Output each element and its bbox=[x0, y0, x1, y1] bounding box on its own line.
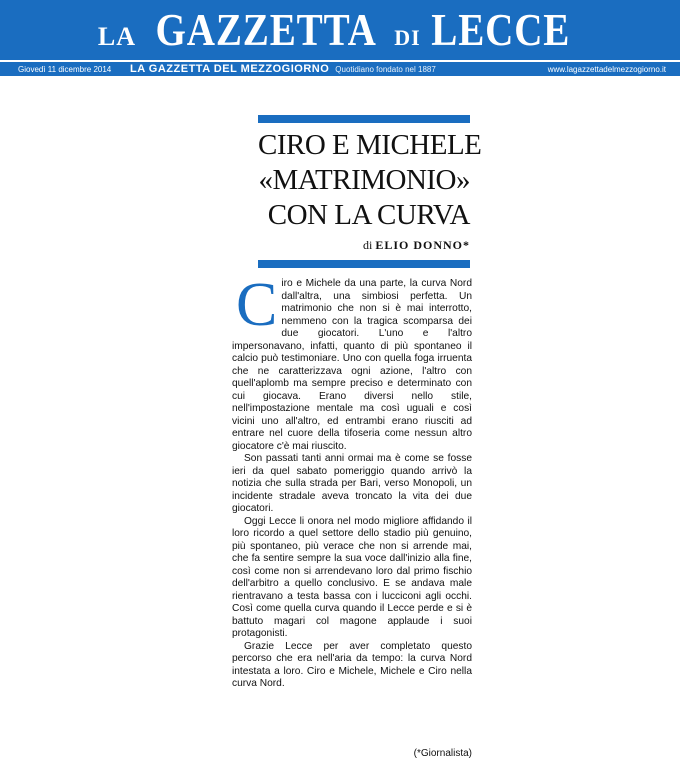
founded-note: Quotidiano fondato nel 1887 bbox=[335, 64, 436, 74]
byline bbox=[258, 238, 470, 253]
author-note: (*Giornalista) bbox=[413, 748, 472, 759]
headline-bottom-rule bbox=[258, 260, 470, 268]
article-body bbox=[232, 271, 472, 691]
logo-di: DI bbox=[394, 25, 421, 50]
headline-line-2: «MATRIMONIO» bbox=[258, 164, 470, 196]
logo-lecce: LECCE bbox=[430, 4, 570, 55]
newspaper-logo bbox=[97, 4, 582, 55]
headline-line-3: CON LA CURVA bbox=[267, 199, 470, 231]
masthead bbox=[0, 0, 680, 60]
logo-la: LA bbox=[97, 22, 136, 51]
headline-top-rule bbox=[258, 115, 470, 123]
headline-line-1: CIRO E MICHELE bbox=[258, 129, 482, 161]
author-name: ELIO DONNO* bbox=[375, 238, 470, 252]
byline-prefix: di bbox=[362, 238, 373, 252]
paragraph-1-text: iro e Michele da una parte, la curva Nord dall'altra, una simbiosi perfetta. Un matrimonio che non si è mai interrotto, nemmeno con la tragica scomparsa dei due giocatori. L'uno e l'altro impersonavano, infatti, quanto di più spontaneo il calcio può testimoniare. Uno con quella foga irruenta che ne caratterizzava ogni azione, l'altro con quell'aplomb ma sempre preciso e determinato con cui giocava. Erano diversi nello stile, nell'impostazione mentale ma così uguali e così vicini uno all'altro, ed entrambi erano riusciti ad entrare nel cuore della tifoseria come nessun altro giocatore c'è mai riuscito. bbox=[232, 278, 472, 452]
drop-cap: C bbox=[236, 271, 278, 339]
issue-date: Giovedì 11 dicembre 2014 bbox=[18, 64, 112, 74]
logo-gazzetta: GAZZETTA bbox=[155, 4, 377, 55]
parent-paper-name: LA GAZZETTA DEL MEZZOGIORNO bbox=[130, 63, 330, 75]
article-paragraph-2: Son passati tanti anni ormai ma è come se fosse ieri da quel sabato pomeriggio quando arrivò la notizia che sulla strada per Bari, verso Monopoli, un incidente stradale aveva troncato la vita dei due giocatori. bbox=[232, 453, 472, 514]
info-bar bbox=[0, 62, 680, 76]
website-url: www.lagazzettadelmezzogiorno.it bbox=[547, 64, 666, 74]
article-paragraph-1 bbox=[232, 271, 472, 453]
article-paragraph-4: Grazie Lecce per aver completato questo percorso che era nell'aria da tempo: la curva Nord intestata a loro. Ciro e Michele, Michele e Ciro nella curva Nord. bbox=[232, 640, 472, 689]
headline bbox=[258, 128, 482, 233]
article-paragraph-3: Oggi Lecce li onora nel modo migliore affidando il loro ricordo a quel settore dello stadio più genuino, più spontaneo, più verace che non si arrende mai, che fa sentire sempre la sua voce dall'inizio alla fine, così come non si arrendevano loro dal primo fischio dell'arbitro a quello conclusivo. E se andava male rientravano a testa bassa con i lucciconi agli occhi. Così come quella curva quando il Lecce perde e si è battuto magari col magone applaude i suoi protagonisti. bbox=[232, 515, 472, 639]
